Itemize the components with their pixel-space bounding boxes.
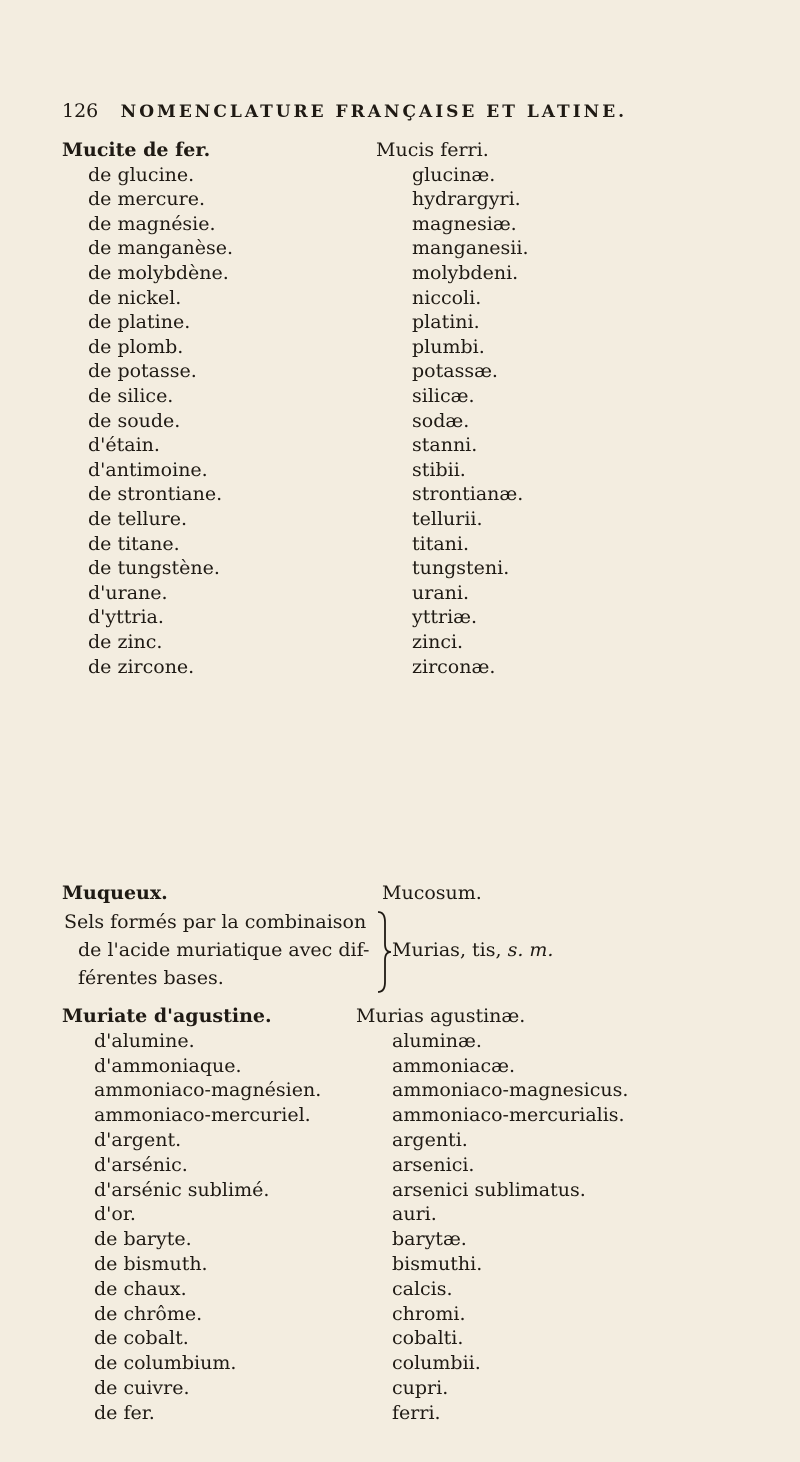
running-header bbox=[62, 100, 782, 122]
sels-line-2: de l'acide muriatique avec dif- bbox=[78, 939, 370, 961]
muriate-entry bbox=[62, 1375, 782, 1402]
sels-line-3: férentes bases. bbox=[78, 967, 224, 989]
french-term: de columbium. bbox=[94, 1352, 237, 1375]
latin-term: niccoli. bbox=[412, 286, 482, 309]
muriate-entry bbox=[62, 1102, 782, 1129]
latin-term: ammoniaco-magnesicus. bbox=[392, 1079, 629, 1102]
mucite-entry bbox=[62, 481, 782, 508]
muriate-entry bbox=[62, 1325, 782, 1352]
french-term: de fer. bbox=[94, 1401, 155, 1424]
mucite-entry bbox=[62, 383, 782, 410]
latin-term: Murias agustinæ. bbox=[356, 1005, 526, 1027]
latin-term: auri. bbox=[392, 1203, 437, 1226]
mucite-entry bbox=[62, 555, 782, 582]
french-term: Muriate d'agustine. bbox=[62, 1005, 272, 1027]
french-term: de plomb. bbox=[88, 335, 184, 358]
latin-genitive: , tis, bbox=[459, 939, 508, 961]
latin-term: cupri. bbox=[392, 1377, 449, 1399]
muriate-entry bbox=[62, 1201, 782, 1228]
french-term: de strontiane. bbox=[88, 483, 223, 506]
french-term: de manganèse. bbox=[88, 237, 234, 260]
latin-term: chromi. bbox=[392, 1302, 466, 1325]
mucite-entry bbox=[62, 580, 782, 607]
mucite-entry bbox=[62, 211, 782, 238]
muriate-entry bbox=[62, 1127, 782, 1154]
french-term: de chrôme. bbox=[94, 1302, 203, 1325]
muriate-entry bbox=[62, 1301, 782, 1328]
french-term: d'or. bbox=[94, 1203, 136, 1226]
french-term: d'arsénic. bbox=[94, 1153, 188, 1176]
french-term: de bismuth. bbox=[94, 1253, 208, 1275]
french-term: de chaux. bbox=[94, 1277, 187, 1300]
french-term: d'argent. bbox=[94, 1129, 182, 1151]
mucite-entry bbox=[62, 432, 782, 459]
latin-term: zirconæ. bbox=[412, 655, 496, 678]
latin-term: calcis. bbox=[392, 1277, 453, 1300]
french-term: de glucine. bbox=[88, 163, 195, 186]
french-term: de cobalt. bbox=[94, 1327, 189, 1350]
latin-term: titani. bbox=[412, 532, 470, 555]
muriate-entry bbox=[62, 1152, 782, 1179]
header-title: NOMENCLATURE FRANÇAISE ET LATINE. bbox=[120, 102, 628, 122]
latin-term: ferri. bbox=[392, 1401, 441, 1424]
latin-term: yttriæ. bbox=[412, 606, 478, 629]
latin-term: stibii. bbox=[412, 458, 466, 481]
latin-term: tellurii. bbox=[412, 508, 483, 530]
french-term: d'urane. bbox=[88, 581, 168, 604]
french-term: de cuivre. bbox=[94, 1377, 190, 1399]
entry-sels bbox=[64, 908, 784, 1000]
french-term: d'antimoine. bbox=[88, 458, 208, 481]
french-term: de silice. bbox=[88, 385, 174, 407]
french-term: Mucite de fer. bbox=[62, 139, 211, 161]
latin-term: urani. bbox=[412, 581, 469, 604]
mucite-entry bbox=[62, 309, 782, 336]
latin-term: Mucis ferri. bbox=[376, 139, 489, 161]
latin-term: ammoniaco-mercurialis. bbox=[392, 1104, 625, 1127]
muriate-entry bbox=[62, 1177, 782, 1204]
mucite-entry bbox=[62, 654, 782, 681]
french-term: de platine. bbox=[88, 311, 191, 334]
muriate-entry bbox=[62, 1003, 782, 1030]
french-term: de nickel. bbox=[88, 286, 182, 309]
french-term: d'arsénic sublimé. bbox=[94, 1178, 270, 1201]
latin-term: arsenici sublimatus. bbox=[392, 1178, 586, 1201]
latin-term: barytæ. bbox=[392, 1228, 467, 1251]
latin-term: strontianæ. bbox=[412, 483, 524, 506]
french-term: de molybdène. bbox=[88, 262, 229, 284]
sels-latin bbox=[392, 936, 553, 964]
latin-term: potassæ. bbox=[412, 360, 498, 383]
mucite-entry bbox=[62, 137, 782, 164]
french-term: de soude. bbox=[88, 409, 181, 432]
latin-term: Murias bbox=[392, 939, 460, 961]
muriate-entry bbox=[62, 1028, 782, 1055]
french-term: d'yttria. bbox=[88, 606, 164, 629]
latin-term: glucinæ. bbox=[412, 163, 496, 186]
french-term: ammoniaco-mercuriel. bbox=[94, 1104, 311, 1127]
mucite-entry bbox=[62, 235, 782, 262]
sels-line-1: Sels formés par la combinaison bbox=[64, 911, 367, 933]
french-term: de zircone. bbox=[88, 655, 195, 678]
mucite-entry bbox=[62, 285, 782, 312]
latin-term: zinci. bbox=[412, 631, 464, 653]
mucite-entry bbox=[62, 629, 782, 656]
muriate-entry bbox=[62, 1400, 782, 1427]
latin-term: silicæ. bbox=[412, 385, 475, 407]
mucite-entry bbox=[62, 506, 782, 533]
mucite-entry bbox=[62, 358, 782, 385]
latin-term: aluminæ. bbox=[392, 1029, 482, 1052]
muriate-entry bbox=[62, 1053, 782, 1080]
french-term: de mercure. bbox=[88, 188, 206, 211]
latin-term: cobalti. bbox=[392, 1327, 464, 1350]
french-term: de zinc. bbox=[88, 631, 163, 653]
latin-term: magnesiæ. bbox=[412, 212, 517, 235]
french-term: de potasse. bbox=[88, 360, 197, 383]
latin-term: sodæ. bbox=[412, 409, 470, 432]
mucite-entry bbox=[62, 604, 782, 631]
latin-term: bismuthi. bbox=[392, 1253, 483, 1275]
mucite-entry bbox=[62, 162, 782, 189]
latin-term: stanni. bbox=[412, 434, 478, 457]
french-term: de baryte. bbox=[94, 1228, 192, 1251]
muriate-entry bbox=[62, 1251, 782, 1278]
french-term: ammoniaco-magnésien. bbox=[94, 1079, 322, 1102]
mucite-entry bbox=[62, 457, 782, 484]
gender-abbrev: s. m. bbox=[507, 939, 554, 961]
latin-term: columbii. bbox=[392, 1352, 481, 1375]
french-term: de magnésie. bbox=[88, 212, 216, 235]
latin-term: ammoniacæ. bbox=[392, 1054, 515, 1077]
french-term: d'ammoniaque. bbox=[94, 1054, 242, 1077]
french-term: de titane. bbox=[88, 532, 180, 555]
muriate-entry bbox=[62, 1077, 782, 1104]
latin-term: molybdeni. bbox=[412, 262, 519, 284]
latin-term: Mucosum. bbox=[382, 882, 482, 904]
latin-term: manganesii. bbox=[412, 237, 529, 260]
curly-brace-icon bbox=[376, 910, 392, 994]
french-term: de tungstène. bbox=[88, 557, 220, 580]
muriate-entry bbox=[62, 1350, 782, 1377]
french-term: Muqueux. bbox=[62, 882, 168, 904]
mucite-entry bbox=[62, 408, 782, 435]
muriate-entry bbox=[62, 1226, 782, 1253]
latin-term: plumbi. bbox=[412, 335, 485, 358]
mucite-entry bbox=[62, 531, 782, 558]
french-term: d'étain. bbox=[88, 434, 160, 457]
latin-term: arsenici. bbox=[392, 1153, 475, 1176]
french-term: d'alumine. bbox=[94, 1029, 195, 1052]
french-term: de tellure. bbox=[88, 508, 188, 530]
mucite-entry bbox=[62, 260, 782, 287]
muriate-entry bbox=[62, 1276, 782, 1303]
latin-term: platini. bbox=[412, 311, 480, 334]
mucite-entry bbox=[62, 334, 782, 361]
mucite-entry bbox=[62, 186, 782, 213]
latin-term: argenti. bbox=[392, 1129, 468, 1151]
latin-term: tungsteni. bbox=[412, 557, 510, 580]
page-number: 126 bbox=[62, 100, 99, 122]
entry-muqueux bbox=[62, 880, 782, 907]
latin-term: hydrargyri. bbox=[412, 188, 521, 211]
